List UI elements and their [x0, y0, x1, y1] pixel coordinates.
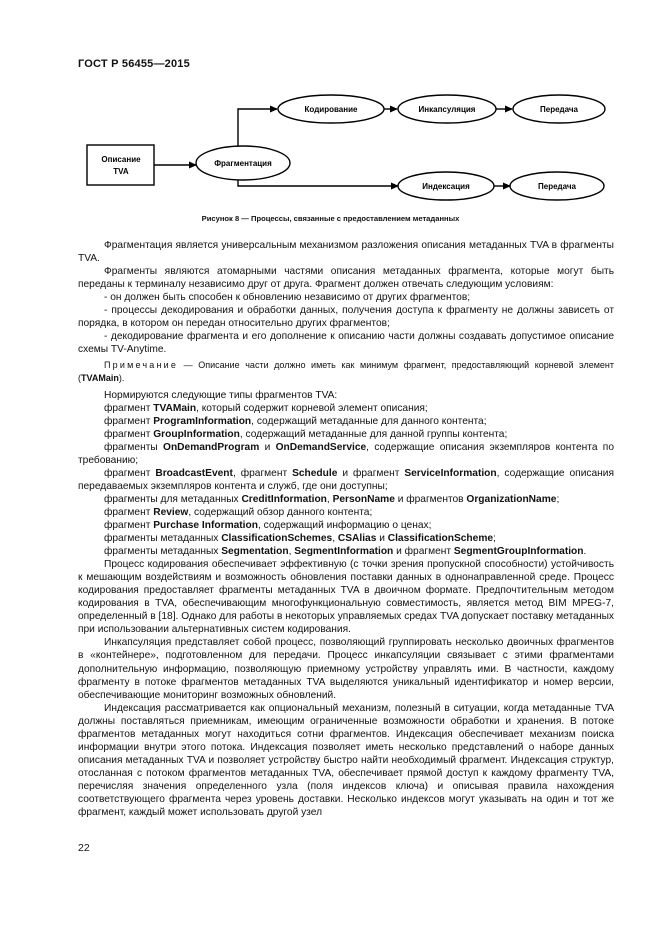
- standard-header: ГОСТ Р 56455—2015: [78, 58, 190, 70]
- note-label: Примечание: [104, 360, 179, 371]
- arrow-fragmentation-to-encoding: [238, 109, 277, 146]
- fragment-type-7: фрагмент Review, содержащий обзор данного контента;: [104, 506, 373, 518]
- arrow-fragmentation-to-indexing: [238, 180, 398, 186]
- note-bold: TVAMain: [81, 373, 119, 384]
- fragment-type-3: фрагмент GroupInformation, содержащий метаданные для данной группы контента;: [104, 428, 508, 440]
- fragment-type-6: фрагменты для метаданных CreditInformation, PersonName и фрагментов OrganizationName;: [104, 493, 560, 505]
- fragmentation-label: Фрагментация: [214, 159, 272, 168]
- encapsulation-label: Инкапсуляция: [418, 105, 476, 114]
- fragment-type-9: фрагменты метаданных ClassificationSchemes, CSAlias и ClassificationScheme;: [104, 533, 496, 545]
- transmission-bottom-label: Передача: [538, 182, 576, 191]
- diagram-svg: [0, 0, 661, 240]
- note: [78, 359, 614, 385]
- paragraph-encoding: Процесс кодирования обеспечивает эффективную (с точки зрения пропускной способности) устойчивость к мешающим воздействиям и возможность обновления поставки данных в однонаправленной среде. Процесс кодирования предоставляет фрагменты метаданных TVA в двоичном формате. Предпочтительным методом кодирования в TVA, обеспечивающим многофункциональную совместимость, является метод BIM MPEG-7, определенный в [18]. Однако для работы в некоторых управляемых средах TVA допускает поставку метаданных при использовании альтернативных систем кодирования.: [78, 559, 614, 636]
- encoding-label: Кодирование: [304, 105, 358, 114]
- fragment-type-4: фрагменты OnDemandProgram и OnDemandService, содержащие описания экземпляров контента по требованию;: [78, 441, 614, 466]
- fragment-type-2: фрагмент ProgramInformation, содержащий метаданные для данного контента;: [104, 415, 487, 427]
- page-number: 22: [78, 842, 90, 854]
- paragraph-fragmentation: Фрагментация является универсальным механизмом разложения описания метаданных TVA в фрагменты TVA.: [78, 240, 614, 265]
- figure-caption: Рисунок 8 — Процессы, связанные с предоставлением метаданных: [201, 214, 460, 223]
- fragment-type-10: фрагменты метаданных Segmentation, SegmentInformation и фрагмент SegmentGroupInformation.: [104, 546, 587, 558]
- condition-item-2: - процессы декодирования и обработки данных, получения доступа к фрагменту не должны зависеть от порядка, в котором он передан относительно других фрагментов;: [78, 305, 614, 330]
- fragment-type-1: фрагмент TVAMain, который содержит корневой элемент описания;: [104, 402, 428, 414]
- fragment-type-5: фрагмент BroadcastEvent, фрагмент Schedule и фрагмент ServiceInformation, содержащие описания передаваемых экземпляров контента и служб, где они доступны;: [78, 467, 614, 492]
- paragraph-encapsulation: Инкапсуляция представляет собой процесс, позволяющий группировать несколько двоичных фрагментов в «контейнере», подготовленном для передачи. Процесс инкапсуляции связывает с этими фрагментами дополнительную информацию, позволяющую приемному устройству управлять ими. В частности, каждому фрагменту в потоке фрагментов метаданных TVA выделяются уникальный идентификатор и номер версии, обеспечивающие мониторинг возможных обновлений.: [78, 637, 614, 701]
- paragraph-fragments: Фрагменты являются атомарными частями описания метаданных фрагмента, которые могут быть переданы к терминалу независимо друг от друга. Фрагмент должен отвечать следующим условиям:: [78, 266, 614, 291]
- condition-item-1: - он должен быть способен к обновлению независимо от других фрагментов;: [104, 292, 471, 304]
- indexing-label: Индексация: [422, 182, 470, 191]
- paragraph-indexing: Индексация рассматривается как опциональный механизм, полезный в ситуации, когда метаданные TVA должны поставляться приемникам, имеющим ограниченные возможности обработки и хранения. В потоке фрагментов метаданных могут находиться сотни фрагментов. Индексация обеспечивает механизм поиска информации внутри этого потока. Индексация позволяет иметь несколько представлений о наборе данных описания метаданных TVA и позволяет устройству быстро найти необходимый фрагмент. Индексация структур, отосланная с потоком фрагментов метаданных TVA, обеспечивает прямой доступ к каждому фрагменту TVA, перечисляя значения определенного узла (поля индексов ключа) и описывая правила нахождения соответствующего фрагмента через уровень доставки. Несколько индексов могут указывать на один и тот же фрагмент, каждый может использовать другой узел: [78, 702, 614, 819]
- source-label-line1: Описание: [101, 155, 141, 164]
- fragment-type-8: фрагмент Purchase Information, содержащий информацию о ценах;: [104, 519, 432, 531]
- condition-item-3: - декодирование фрагмента и его дополнение к описанию части должны создавать допустимое описание схемы TV-Anytime.: [78, 331, 614, 356]
- paragraph-types-intro: Нормируются следующие типы фрагментов TVA:: [104, 389, 338, 401]
- note-text: — Описание части должно иметь как минимум фрагмент, предоставляющий корневой элемент (: [78, 360, 614, 384]
- body-text: [78, 239, 614, 819]
- process-diagram: [0, 0, 661, 240]
- source-box: [87, 145, 154, 185]
- note-end: ).: [118, 373, 125, 384]
- source-label-line2: TVA: [113, 167, 129, 176]
- transmission-top-label: Передача: [540, 105, 578, 114]
